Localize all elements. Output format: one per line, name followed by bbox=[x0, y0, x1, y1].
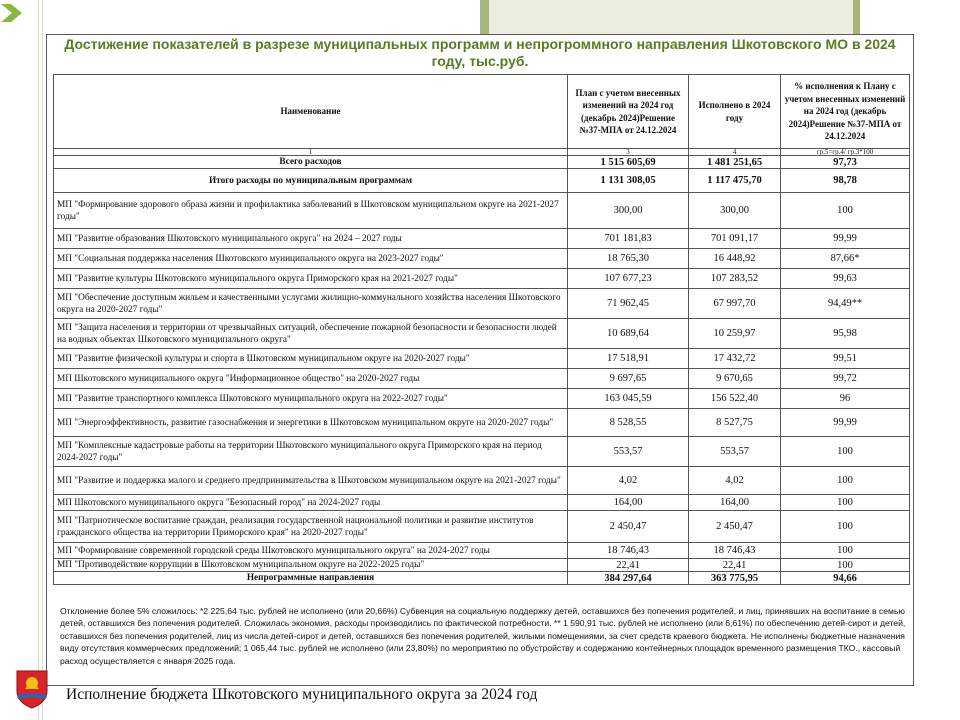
row-done: 67 997,70 bbox=[689, 289, 781, 319]
row-name: МП "Противодействие коррупции в Шкотовском муниципальном округе на 2022-2025 годы" bbox=[54, 559, 568, 572]
row-done: 16 448,92 bbox=[689, 249, 781, 269]
slide-left-stripe bbox=[38, 0, 39, 720]
row-plan: 553,57 bbox=[568, 437, 689, 467]
row-name: Непрограммные направления bbox=[54, 572, 568, 585]
row-plan: 107 677,23 bbox=[568, 269, 689, 289]
row-done: 2 450,47 bbox=[689, 511, 781, 543]
row-plan: 18 765,30 bbox=[568, 249, 689, 269]
row-name: МП "Патриотическое воспитание граждан, реализация государственной национальной политики и развитие институтов гражданского общества на территории Приморского края" на 2020-2027 годы" bbox=[54, 511, 568, 543]
program-row bbox=[54, 319, 910, 349]
row-name: Всего расходов bbox=[54, 156, 568, 169]
row-percent: 100 bbox=[781, 467, 910, 495]
row-name: МП Шкотовского муниципального округа "Информационное общество" на 2020-2027 годы bbox=[54, 369, 568, 389]
row-name: МП "Развитие транспортного комплекса Шкотовского муниципального округа на 2022-2027 годы" bbox=[54, 389, 568, 409]
row-name: МП "Формирование здорового образа жизни и профилактика заболеваний в Шкотовском муниципальном округе на 2021-2027 годы" bbox=[54, 193, 568, 229]
program-row bbox=[54, 269, 910, 289]
index-cell: 4 bbox=[689, 149, 781, 156]
row-name: МП "Формирование современной городской среды Шкотовского муниципального округа" на 2024-2027 годы bbox=[54, 543, 568, 559]
row-plan: 701 181,83 bbox=[568, 229, 689, 249]
row-name: МП "Энергоэффективность, развитие газоснабжения и энергетики в Шкотовском муниципальном округе на 2020-2027 годы" bbox=[54, 409, 568, 437]
index-cell: гр.5=гр.4/ гр.3*100 bbox=[781, 149, 910, 156]
row-percent: 100 bbox=[781, 495, 910, 511]
coat-of-arms-emblem bbox=[15, 669, 49, 709]
row-percent: 99,51 bbox=[781, 349, 910, 369]
row-percent: 95,98 bbox=[781, 319, 910, 349]
header-done: Исполнено в 2024 году bbox=[689, 75, 781, 149]
row-percent: 100 bbox=[781, 511, 910, 543]
row-percent: 87,66* bbox=[781, 249, 910, 269]
row-name: МП "Развитие культуры Шкотовского муниципального округа Приморского края на 2021-2027 годы" bbox=[54, 269, 568, 289]
table-header-row bbox=[54, 75, 910, 149]
program-row bbox=[54, 437, 910, 467]
row-done: 164,00 bbox=[689, 495, 781, 511]
index-cell: 1 bbox=[54, 149, 568, 156]
budget-programs-table bbox=[53, 74, 910, 585]
row-done: 701 091,17 bbox=[689, 229, 781, 249]
program-row bbox=[54, 249, 910, 269]
row-done: 300,00 bbox=[689, 193, 781, 229]
row-plan: 9 697,65 bbox=[568, 369, 689, 389]
row-done: 22,41 bbox=[689, 559, 781, 572]
program-row bbox=[54, 559, 910, 572]
row-plan: 8 528,55 bbox=[568, 409, 689, 437]
row-name: МП "Обеспечение доступным жильем и качественными услугами жилищно-коммунального хозяйства населения Шкотовского округа на 2020-2027 годы" bbox=[54, 289, 568, 319]
row-done: 18 746,43 bbox=[689, 543, 781, 559]
program-row bbox=[54, 369, 910, 389]
program-row bbox=[54, 495, 910, 511]
row-done: 1 117 475,70 bbox=[689, 169, 781, 193]
program-row bbox=[54, 409, 910, 437]
row-done: 17 432,72 bbox=[689, 349, 781, 369]
row-plan: 300,00 bbox=[568, 193, 689, 229]
slide-left-stripe-2 bbox=[42, 0, 43, 720]
row-percent: 99,72 bbox=[781, 369, 910, 389]
row-plan: 22,41 bbox=[568, 559, 689, 572]
row-plan: 4,02 bbox=[568, 467, 689, 495]
row-percent: 99,99 bbox=[781, 229, 910, 249]
program-row bbox=[54, 229, 910, 249]
row-percent: 100 bbox=[781, 193, 910, 229]
row-plan: 18 746,43 bbox=[568, 543, 689, 559]
deviation-note: Отклонение более 5% сложилось: *2 225,64 тыс. рублей не исполнено (или 20,66%) Субвенция на социальную поддержку детей, оставшихся без попечения родителей, и лиц, принявших на воспитание в семью детей, оставшихся без попечения родителей. Сложилась экономия, расходы производились по фактической потребности. ** 1 590,91 тыс. рублей не исполнено (или 6,61%) по обеспечению детей-сирот и детей, оставшихся без попечения родителей, лиц из числа детей-сирот и детей, оставшихся без попечения родителей, жилыми помещениями, за счет средств краевого бюджета. Не исполнены бюджетные назначения виду отсутствия коммерческих предложений; 1 065,44 тыс. рублей не исполнено (или 23,80%) по мероприятию по обустройству и содержанию контейнерных площадок временного размещения ТКО., кассовый расход осуществляется с января 2025 года. bbox=[60, 606, 906, 666]
nonprogram-row bbox=[54, 572, 910, 585]
row-percent: 94,66 bbox=[781, 572, 910, 585]
index-cell: 3 bbox=[568, 149, 689, 156]
row-name: Итого расходы по муниципальным программам bbox=[54, 169, 568, 193]
row-percent: 100 bbox=[781, 559, 910, 572]
slide-left-margin bbox=[0, 0, 46, 720]
row-done: 10 259,97 bbox=[689, 319, 781, 349]
row-done: 4,02 bbox=[689, 467, 781, 495]
row-percent: 96 bbox=[781, 389, 910, 409]
row-name: МП "Комплексные кадастровые работы на территории Шкотовского муниципального округа Приморского края на период 2024-2027 годы" bbox=[54, 437, 568, 467]
row-done: 363 775,95 bbox=[689, 572, 781, 585]
row-plan: 17 518,91 bbox=[568, 349, 689, 369]
footer-caption: Исполнение бюджета Шкотовского муниципального округа за 2024 год bbox=[66, 686, 538, 703]
program-row bbox=[54, 543, 910, 559]
slide-top-bar-tint bbox=[489, 0, 853, 34]
program-row bbox=[54, 193, 910, 229]
program-row bbox=[54, 511, 910, 543]
row-name: МП Шкотовского муниципального округа "Безопасный город" на 2024-2027 годы bbox=[54, 495, 568, 511]
row-plan: 1 515 605,69 bbox=[568, 156, 689, 169]
total-row bbox=[54, 156, 910, 169]
row-percent: 99,63 bbox=[781, 269, 910, 289]
program-row bbox=[54, 289, 910, 319]
row-name: МП "Защита населения и территории от чрезвычайных ситуаций, обеспечение пожарной безопасности и безопасности людей на водных объектах Шкотовского муниципального округа" bbox=[54, 319, 568, 349]
programs-total-row bbox=[54, 169, 910, 193]
row-percent: 98,78 bbox=[781, 169, 910, 193]
row-done: 107 283,52 bbox=[689, 269, 781, 289]
header-percent: % исполнения к Плану с учетом внесенных изменений на 2024 год (декабрь 2024)Решение №37-МПА от 24.12.2024 bbox=[781, 75, 910, 149]
row-name: МП "Развитие образования Шкотовского муниципального округа" на 2024 – 2027 годы bbox=[54, 229, 568, 249]
row-percent: 100 bbox=[781, 543, 910, 559]
row-done: 8 527,75 bbox=[689, 409, 781, 437]
row-percent: 100 bbox=[781, 437, 910, 467]
header-plan: План с учетом внесенных изменений на 2024 год (декабрь 2024)Решение №37-МПА от 24.12.2024 bbox=[568, 75, 689, 149]
row-name: МП "Развитие физической культуры и спорта в Шкотовском муниципальном округе на 2020-2027 годы" bbox=[54, 349, 568, 369]
row-percent: 97,73 bbox=[781, 156, 910, 169]
row-done: 156 522,40 bbox=[689, 389, 781, 409]
row-percent: 99,99 bbox=[781, 409, 910, 437]
program-row bbox=[54, 349, 910, 369]
table-index-row bbox=[54, 149, 910, 156]
row-plan: 164,00 bbox=[568, 495, 689, 511]
program-row bbox=[54, 389, 910, 409]
row-plan: 384 297,64 bbox=[568, 572, 689, 585]
row-plan: 2 450,47 bbox=[568, 511, 689, 543]
header-name: Наименование bbox=[54, 75, 568, 149]
program-row bbox=[54, 467, 910, 495]
row-percent: 94,49** bbox=[781, 289, 910, 319]
row-done: 553,57 bbox=[689, 437, 781, 467]
slide-title: Достижение показателей в разрезе муниципальных программ и непрогроммного направления Шкотовского МО в 2024 году, тыс.руб. bbox=[64, 36, 896, 69]
chevron-right-icon bbox=[0, 0, 24, 26]
row-plan: 10 689,64 bbox=[568, 319, 689, 349]
row-plan: 71 962,45 bbox=[568, 289, 689, 319]
row-name: МП "Развитие и поддержка малого и среднего предпринимательства в Шкотовском муниципальном округе на 2021-2027 годы" bbox=[54, 467, 568, 495]
row-name: МП "Социальная поддержка населения Шкотовского муниципального округа на 2023-2027 годы" bbox=[54, 249, 568, 269]
row-done: 9 670,65 bbox=[689, 369, 781, 389]
row-done: 1 481 251,65 bbox=[689, 156, 781, 169]
row-plan: 163 045,59 bbox=[568, 389, 689, 409]
row-plan: 1 131 308,05 bbox=[568, 169, 689, 193]
